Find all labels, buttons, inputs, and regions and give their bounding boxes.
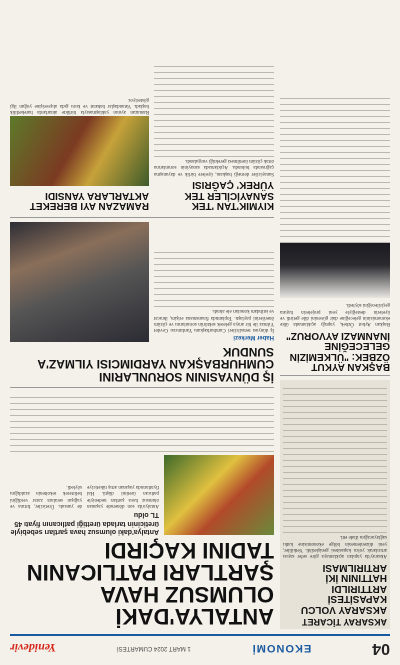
story2-byline: Haber Merkezi	[233, 334, 274, 341]
page-grid	[10, 62, 390, 629]
story5	[154, 62, 274, 213]
issue-date: 1 MART 2024 CUMARTESİ	[117, 645, 191, 651]
lead-body-fill	[10, 392, 274, 452]
main-column	[10, 62, 274, 629]
vegetables-photo	[164, 455, 274, 535]
story4	[10, 62, 149, 213]
portrait-photo	[280, 243, 390, 298]
bottom-row	[10, 62, 274, 213]
story3	[280, 93, 390, 371]
page-number: 04	[372, 640, 390, 657]
story2-body-fill	[154, 247, 274, 307]
story4-headline: RAMAZAN AYI BEREKET AKTARLARA YANSIDI	[29, 189, 149, 212]
market-photo	[10, 116, 149, 186]
left-column	[280, 62, 390, 629]
story5-headline: KIYMIK'TAN 'TEK SANAYİCİLER TEK YÜREK' ÇAĞRISI	[184, 179, 274, 212]
side-story	[280, 380, 390, 629]
lead-story	[10, 392, 274, 627]
divider	[280, 375, 390, 376]
divider	[10, 217, 274, 218]
masthead	[10, 634, 390, 657]
lead-body: Antalya'da son dönemde yaşanan olumsuz hava şartları nedeniyle patlıcan üretimi düştü. Hal fiyatlarında yaşanan artış tüketiciye de yansıdı. Üreticiler, fırtına ve yağışın seralara zarar verdiğini belirterek rekoltenin azaldığını söyledi.	[10, 484, 159, 508]
story5-body: Sanayiciler derneği başkanı, üyelere birlik ve dayanışma çağrısında bulundu. Açıklamada sanayinin sorunlarına ortak çözüm üretilmesi gerektiği vurgulandı.	[154, 158, 274, 176]
story3-body-fill	[280, 93, 390, 243]
story3-body: Başkan Aykut Özbek, yaptığı açıklamada ülke ekonomisinin geleceğine dair güvenini dile getirdi ve üyelerin desteğiyle yeni projelerin hayata geçirileceğini söyledi.	[280, 302, 390, 327]
story5-body-fill	[154, 62, 274, 157]
side-story-body-fill	[283, 383, 387, 533]
story3-headline: BAŞKAN AYKUT ÖZBEK: "ÜLKEMİZİN GELECEĞİNE İNANMAZI AYVORUZ"	[285, 329, 390, 373]
side-story-kicker: AKSARAY TİCARET	[301, 617, 387, 627]
side-story-body: Aksaray'da yapılan açıklamaya göre sefer sayısı artırılarak yolcu kapasitesi genişletildi. Yetkililer, yeni düzenlemenin bölge ekonomisine katkı sağlayacağını ifade etti.	[283, 534, 387, 559]
lead-headline: ANTALYA'DAKİ OLUMSUZ HAVA ŞARTLARI PATLICANIN TADINI KAÇIRDI	[26, 538, 274, 629]
story2-headline: İŞ DÜNYASININ SORUNLARINI CUMHURBAŞKAN YARDIMCISI YILMAZ'A SUNDUK	[37, 344, 274, 384]
side-story-headline: AKSARAY VOLCU KAPASİTESİ ARTTIRILDI HATTININ İKİ ARTIRILMASI	[300, 561, 387, 615]
section-title: EKONOMİ	[251, 642, 312, 654]
meeting-photo	[10, 222, 149, 342]
story4-body: Ramazan ayının yaklaşmasıyla birlikte aktarlarda hareketlilik başladı. Vatandaşlar baharat ve kuru gıda alışverişine yoğun ilgi gösteriyor.	[10, 96, 149, 115]
newspaper-logo: Yenidevir	[10, 641, 57, 656]
lead-deck: Antalya'daki olumsuz hava şartları sebebiyle üreticinin tarlada ürettiği patlıcanın fiyatı 45 TL oldu	[10, 511, 159, 535]
story2	[10, 222, 274, 383]
divider	[10, 387, 274, 388]
story2-body: İş dünyası temsilcileri Cumhurbaşkanı Yardımcısı Cevdet Yılmaz ile bir araya gelerek sektörün sorunlarını ve çözüm önerilerini paylaştı. Toplantıda finansmana erişim, ihracat ve istihdam konuları ele alındı.	[154, 308, 274, 333]
